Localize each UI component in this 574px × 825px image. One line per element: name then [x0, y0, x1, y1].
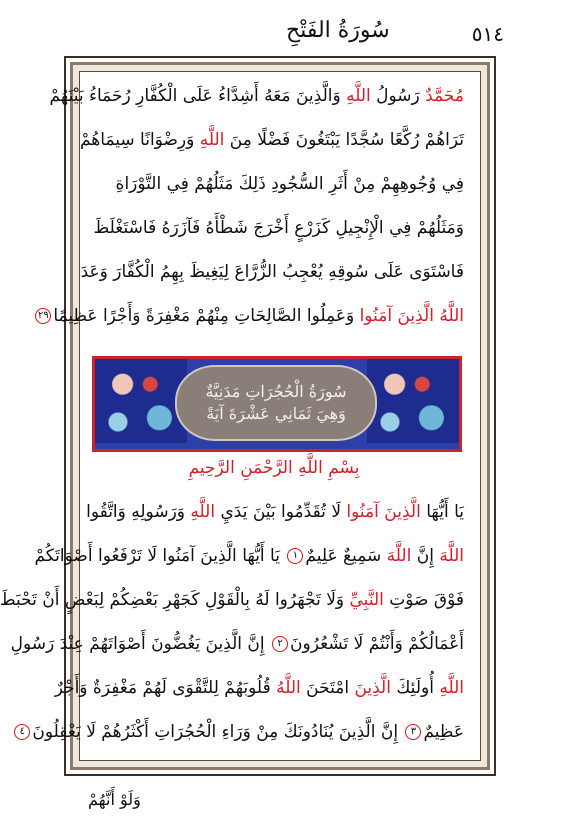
text-line: [10, 634, 464, 654]
page-number: ٥١٤: [471, 22, 504, 46]
catchword: وَلَوْ أَنَّهُمْ: [88, 790, 141, 809]
verse-text: سَمِيعٌ عَلِيمٌ: [305, 546, 387, 566]
ayah-number-marker: ٢٩: [35, 308, 51, 324]
verse-text: رَسُولُ: [370, 86, 426, 106]
ornament-left-icon: [95, 359, 187, 443]
verse-text: فَاسْتَوَى عَلَى سُوقِهِ يُعْجِبُ الزُّرَّاعَ لِيَغِيظَ بِهِمُ الْكُفَّارَ وَعَدَ: [80, 262, 464, 282]
divine-name-text: النَّبِيِّ: [349, 590, 384, 610]
ayah-number-marker: ٢: [272, 636, 288, 652]
verse-text: أُولَئِكَ: [390, 678, 440, 698]
text-line: [84, 174, 464, 194]
divine-name-text: اللَّهَ: [386, 546, 412, 566]
verse-text: وَعَمِلُوا الصَّالِحَاتِ مِنْهُمْ مَغْفِرَةً وَأَجْرًا عَظِيمًا: [53, 306, 360, 326]
text-line: [0, 590, 464, 610]
verse-text: وَرِضْوَانًا سِيمَاهُمْ: [79, 130, 200, 150]
verse-text: إِنَّ: [411, 546, 440, 566]
verse-text: أَعْمَالُكُمْ وَأَنْتُمْ لَا تَشْعُرُونَ: [290, 634, 464, 654]
verse-text: قُلُوبَهُمْ لِلتَّقْوَى لَهُمْ مَغْفِرَةٌ وَأَجْرٌ: [54, 678, 277, 698]
divine-name-text: اللَّهِ: [346, 86, 371, 106]
divine-name-text: الَّذِينَ: [354, 678, 391, 698]
ayah-number-marker: ٣: [405, 724, 421, 740]
divine-name-text: اللَّهُ: [276, 678, 301, 698]
verse-text: تَرَاهُمْ رُكَّعًا سُجَّدًا يَبْتَغُونَ فَضْلًا مِنَ: [224, 130, 464, 150]
text-line: [19, 722, 464, 742]
verse-text: لَا تُقَدِّمُوا بَيْنَ يَدَيِ: [215, 502, 347, 522]
text-line: [49, 86, 464, 106]
verse-text: عَظِيمٌ: [423, 722, 464, 742]
text-line: [79, 130, 464, 150]
banner-subtitle: وَهِيَ ثَمَانِي عَشْرَةَ آيَةً: [206, 404, 346, 423]
text-line: [80, 262, 464, 282]
divine-name-text: مُحَمَّدٌ: [425, 86, 464, 106]
verse-text: وَرَسُولِهِ وَاتَّقُوا: [86, 502, 191, 522]
banner-title: سُورَةُ الْحُجُرَاتِ مَدَنِيَّةٌ: [205, 382, 347, 401]
verse-text: إِنَّ الَّذِينَ يَغُضُّونَ أَصْوَاتَهُمْ عِنْدَ رَسُولِ: [10, 634, 271, 654]
ayah-number-marker: ٤: [14, 724, 30, 740]
text-line: [37, 306, 464, 326]
divine-name-text: اللَّهِ: [439, 678, 464, 698]
verse-text: امْتَحَنَ: [300, 678, 355, 698]
ornament-right-icon: [367, 359, 459, 443]
text-line: [84, 458, 464, 478]
verse-text: إِنَّ الَّذِينَ يُنَادُونَكَ مِنْ وَرَاءِ الْحُجُرَاتِ أَكْثَرُهُمْ لَا يَعْقِلُونَ: [32, 722, 404, 742]
divine-name-text: الَّذِينَ آمَنُوا: [346, 502, 421, 522]
text-line: [54, 678, 464, 698]
text-line: [84, 218, 464, 238]
divine-name-text: اللَّهِ: [190, 502, 216, 522]
text-line: [34, 546, 464, 566]
verse-text: وَلَا تَجْهَرُوا لَهُ بِالْقَوْلِ كَجَهْرِ بَعْضِكُمْ لِبَعْضٍ أَنْ تَحْبَطَ: [0, 590, 350, 610]
divine-name-text: اللَّهِ: [199, 130, 225, 150]
divine-name-text: اللَّهُ الَّذِينَ آمَنُوا: [359, 306, 464, 326]
surah-banner: [92, 356, 462, 452]
surah-cartouche: [175, 365, 377, 441]
surah-title: سُورَةُ الفَتْحِ: [286, 18, 390, 43]
divine-name-text: بِسْمِ اللَّهِ الرَّحْمَنِ الرَّحِيمِ: [188, 458, 360, 478]
verse-text: وَمَثَلُهُمْ فِي الْإِنْجِيلِ كَزَرْعٍ أَخْرَجَ شَطْأَهُ فَآزَرَهُ فَاسْتَغْلَظَ: [93, 218, 464, 238]
ayah-number-marker: ١: [287, 548, 303, 564]
verse-text: يَا أَيُّهَا: [420, 502, 464, 522]
page-header: [56, 14, 574, 50]
verse-text: وَالَّذِينَ مَعَهُ أَشِدَّاءُ عَلَى الْكُفَّارِ رُحَمَاءُ بَيْنَهُمْ: [49, 86, 347, 106]
divine-name-text: اللَّهَ: [439, 546, 464, 566]
verse-text: فِي وُجُوهِهِمْ مِنْ أَثَرِ السُّجُودِ ذَلِكَ مَثَلُهُمْ فِي التَّوْرَاةِ: [115, 174, 464, 194]
text-line: [84, 502, 464, 522]
verse-text: يَا أَيُّهَا الَّذِينَ آمَنُوا لَا تَرْفَعُوا أَصْوَاتَكُمْ: [34, 546, 286, 566]
verse-text: فَوْقَ صَوْتِ: [383, 590, 464, 610]
